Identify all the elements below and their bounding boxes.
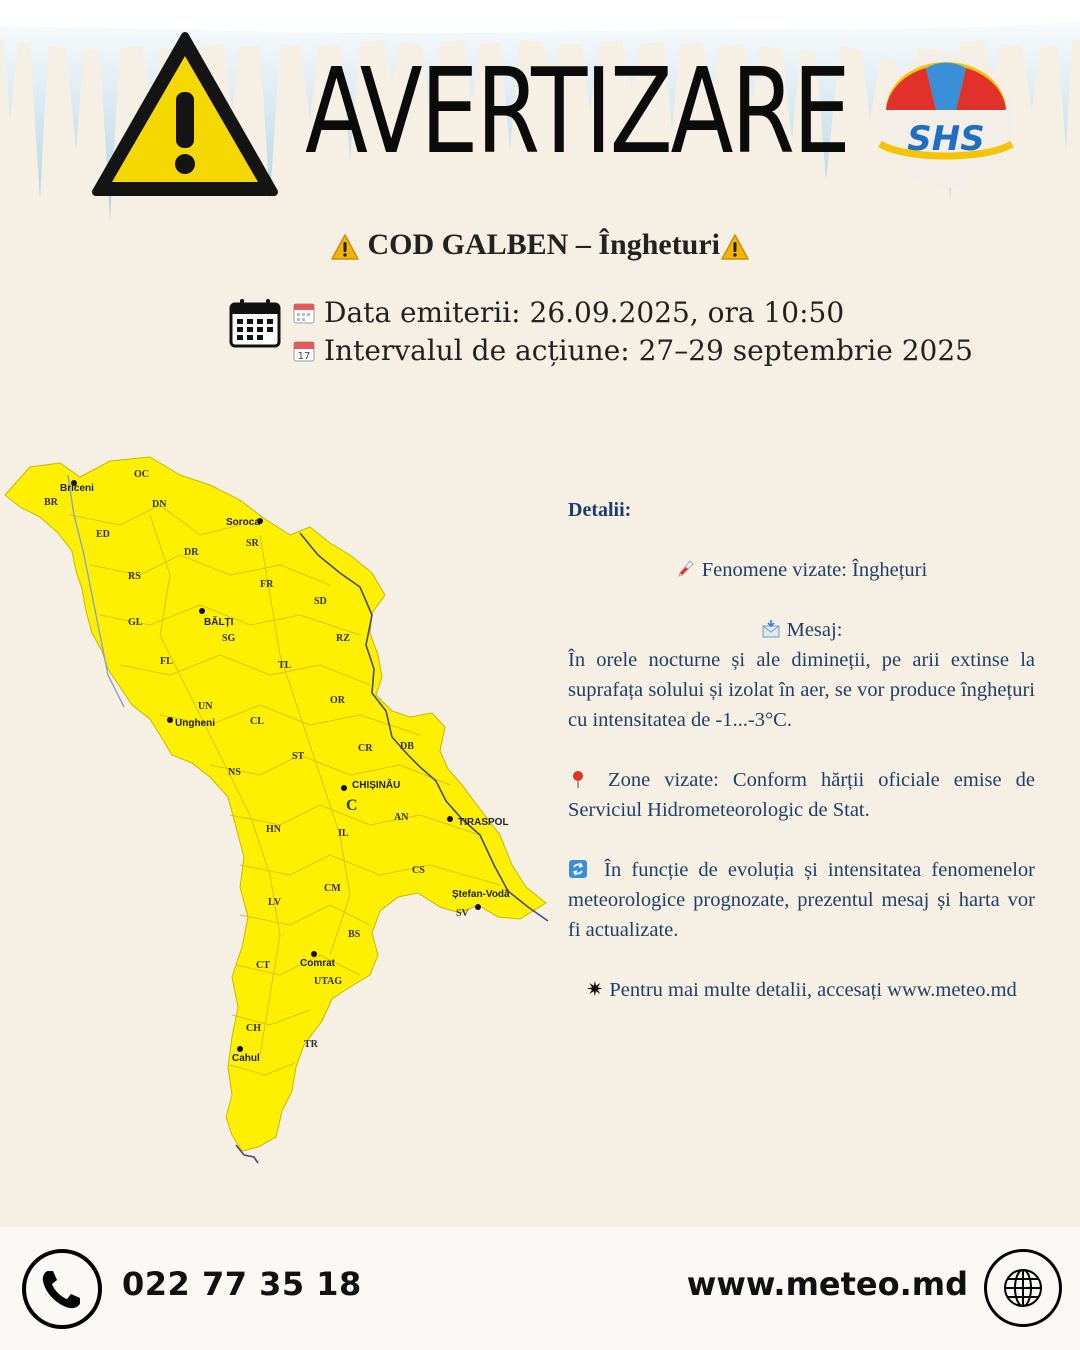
district-label: OC xyxy=(134,469,149,480)
district-label: CR xyxy=(358,743,373,754)
district-label: ED xyxy=(96,529,110,540)
city-label: BĂLȚI xyxy=(204,617,234,628)
district-label: RZ xyxy=(336,633,350,644)
district-label: C xyxy=(346,797,358,814)
calendar-icon xyxy=(228,296,282,350)
city-label: Ștefan-Vodă xyxy=(452,889,510,900)
district-label: DN xyxy=(152,499,167,510)
district-label: GL xyxy=(128,617,143,628)
district-label: BS xyxy=(348,929,361,940)
district-label: ST xyxy=(292,751,305,762)
district-label: CT xyxy=(256,960,270,971)
update-text: În funcție de evoluția și intensitatea fenomenelor meteorologice prognozate, prezentul mesaj și harta vor fi actualizate. xyxy=(568,859,1036,941)
city-label: Cahul xyxy=(232,1053,260,1064)
city-dot xyxy=(311,951,317,957)
alert-code-text: COD GALBEN – Îngheturi xyxy=(367,228,721,261)
globe-icon[interactable] xyxy=(984,1249,1062,1327)
phenomena-text: Fenomene vizate: Înghețuri xyxy=(701,559,928,581)
district-label: SG xyxy=(222,633,236,644)
phenomena-row xyxy=(568,555,1035,585)
update-row xyxy=(568,855,1035,945)
district-label: OR xyxy=(330,695,345,706)
city-label: Soroca xyxy=(226,517,260,528)
pin-icon xyxy=(568,769,588,789)
city-dot xyxy=(447,816,453,822)
issue-date-row xyxy=(292,296,844,329)
message-label-row xyxy=(568,615,1035,645)
district-label: SV xyxy=(456,908,469,919)
phone-number[interactable]: 022 77 35 18 xyxy=(122,1265,362,1303)
district-label: HN xyxy=(266,824,281,835)
shs-logo xyxy=(866,48,1026,188)
more-info-text: Pentru mai multe detalii, accesați www.meteo.md xyxy=(609,979,1017,1001)
warning-triangle-icon xyxy=(90,30,280,200)
zones-row xyxy=(568,765,1035,825)
district-label: DR xyxy=(184,547,199,558)
envelope-arrow-icon xyxy=(761,619,781,639)
district-label: FR xyxy=(260,579,274,590)
district-label: UN xyxy=(198,701,213,712)
svg-text:17: 17 xyxy=(297,351,311,362)
details-panel: Detalii: Fenomene vizate: Înghețuri Mesaj: În orele nocturne și ale dimineții, pe arii extinse la suprafața solului și izolat în aer, se vor produce înghețuri cu intensitatea de -1...-3°C. Zone vizate: Conform hărții oficiale emise de Serviciul Hidrometeorologic de Stat. În funcție de evoluția și intensitatea fenomenelor meteorologice prognozate, prezentul mesaj și harta vor fi actualizate. ✷ Pentru mai multe detalii, accesați www.meteo.md xyxy=(568,495,1035,1005)
district-label: CL xyxy=(250,716,264,727)
district-label: TR xyxy=(304,1039,318,1050)
city-dot xyxy=(475,904,481,910)
city-label: Briceni xyxy=(60,483,94,494)
sparkle-icon: ✷ xyxy=(586,979,604,1001)
district-label: DB xyxy=(400,741,414,752)
more-info-row xyxy=(568,975,1035,1005)
warning-emoji-icon xyxy=(330,233,360,261)
details-label: Detalii xyxy=(568,499,625,521)
warning-emoji-icon xyxy=(720,233,750,261)
yellow-warning-area xyxy=(5,457,546,1151)
website-link[interactable]: www.meteo.md xyxy=(686,1265,968,1303)
city-label: CHIȘINĂU xyxy=(352,780,401,791)
issue-date-text: Data emiterii: 26.09.2025, ora 10:50 xyxy=(324,296,845,329)
district-label: CS xyxy=(412,865,425,876)
interval-text: Intervalul de acțiune: 27–29 septembrie 2025 xyxy=(324,334,973,367)
interval-row xyxy=(292,334,973,367)
city-dot xyxy=(199,608,205,614)
footer xyxy=(0,1227,1080,1350)
zones-text: Zone vizate: Conform hărții oficiale emise de Serviciul Hidrometeorologic de Stat. xyxy=(568,769,1035,821)
city-dot xyxy=(341,785,347,791)
alert-code-line xyxy=(0,228,1080,262)
district-label: FL xyxy=(160,656,173,667)
page-title: AVERTIZARE xyxy=(305,42,849,180)
city-dot xyxy=(237,1046,243,1052)
logo-text: SHS xyxy=(907,119,985,159)
district-label: CH xyxy=(246,1023,261,1034)
district-label: UTAG xyxy=(314,976,343,987)
district-label: SD xyxy=(314,596,327,607)
district-label: BR xyxy=(44,497,58,508)
district-label: TL xyxy=(278,660,292,671)
city-label: Comrat xyxy=(300,958,336,969)
district-label: RS xyxy=(128,571,141,582)
district-label: SR xyxy=(246,538,259,549)
calendar-small-icon xyxy=(292,301,316,325)
phone-icon[interactable] xyxy=(22,1249,102,1329)
refresh-icon xyxy=(568,859,588,879)
district-label: NS xyxy=(228,767,241,778)
message-label: Mesaj: xyxy=(786,619,843,641)
district-label: LV xyxy=(268,897,281,908)
thermometer-icon xyxy=(676,559,696,579)
message-text: În orele nocturne și ale dimineții, pe arii extinse la suprafața solului și izolat în aer, se vor produce înghețuri cu intensitatea de -1...-3°C. xyxy=(568,649,1035,731)
city-dot xyxy=(167,717,173,723)
city-label: Ungheni xyxy=(175,718,215,729)
district-label: CM xyxy=(324,883,341,894)
calendar-date-icon xyxy=(292,339,316,363)
district-label: IL xyxy=(338,828,349,839)
city-label: TIRASPOL xyxy=(458,817,509,828)
moldova-warning-map xyxy=(0,455,560,1165)
district-label: AN xyxy=(394,812,409,823)
